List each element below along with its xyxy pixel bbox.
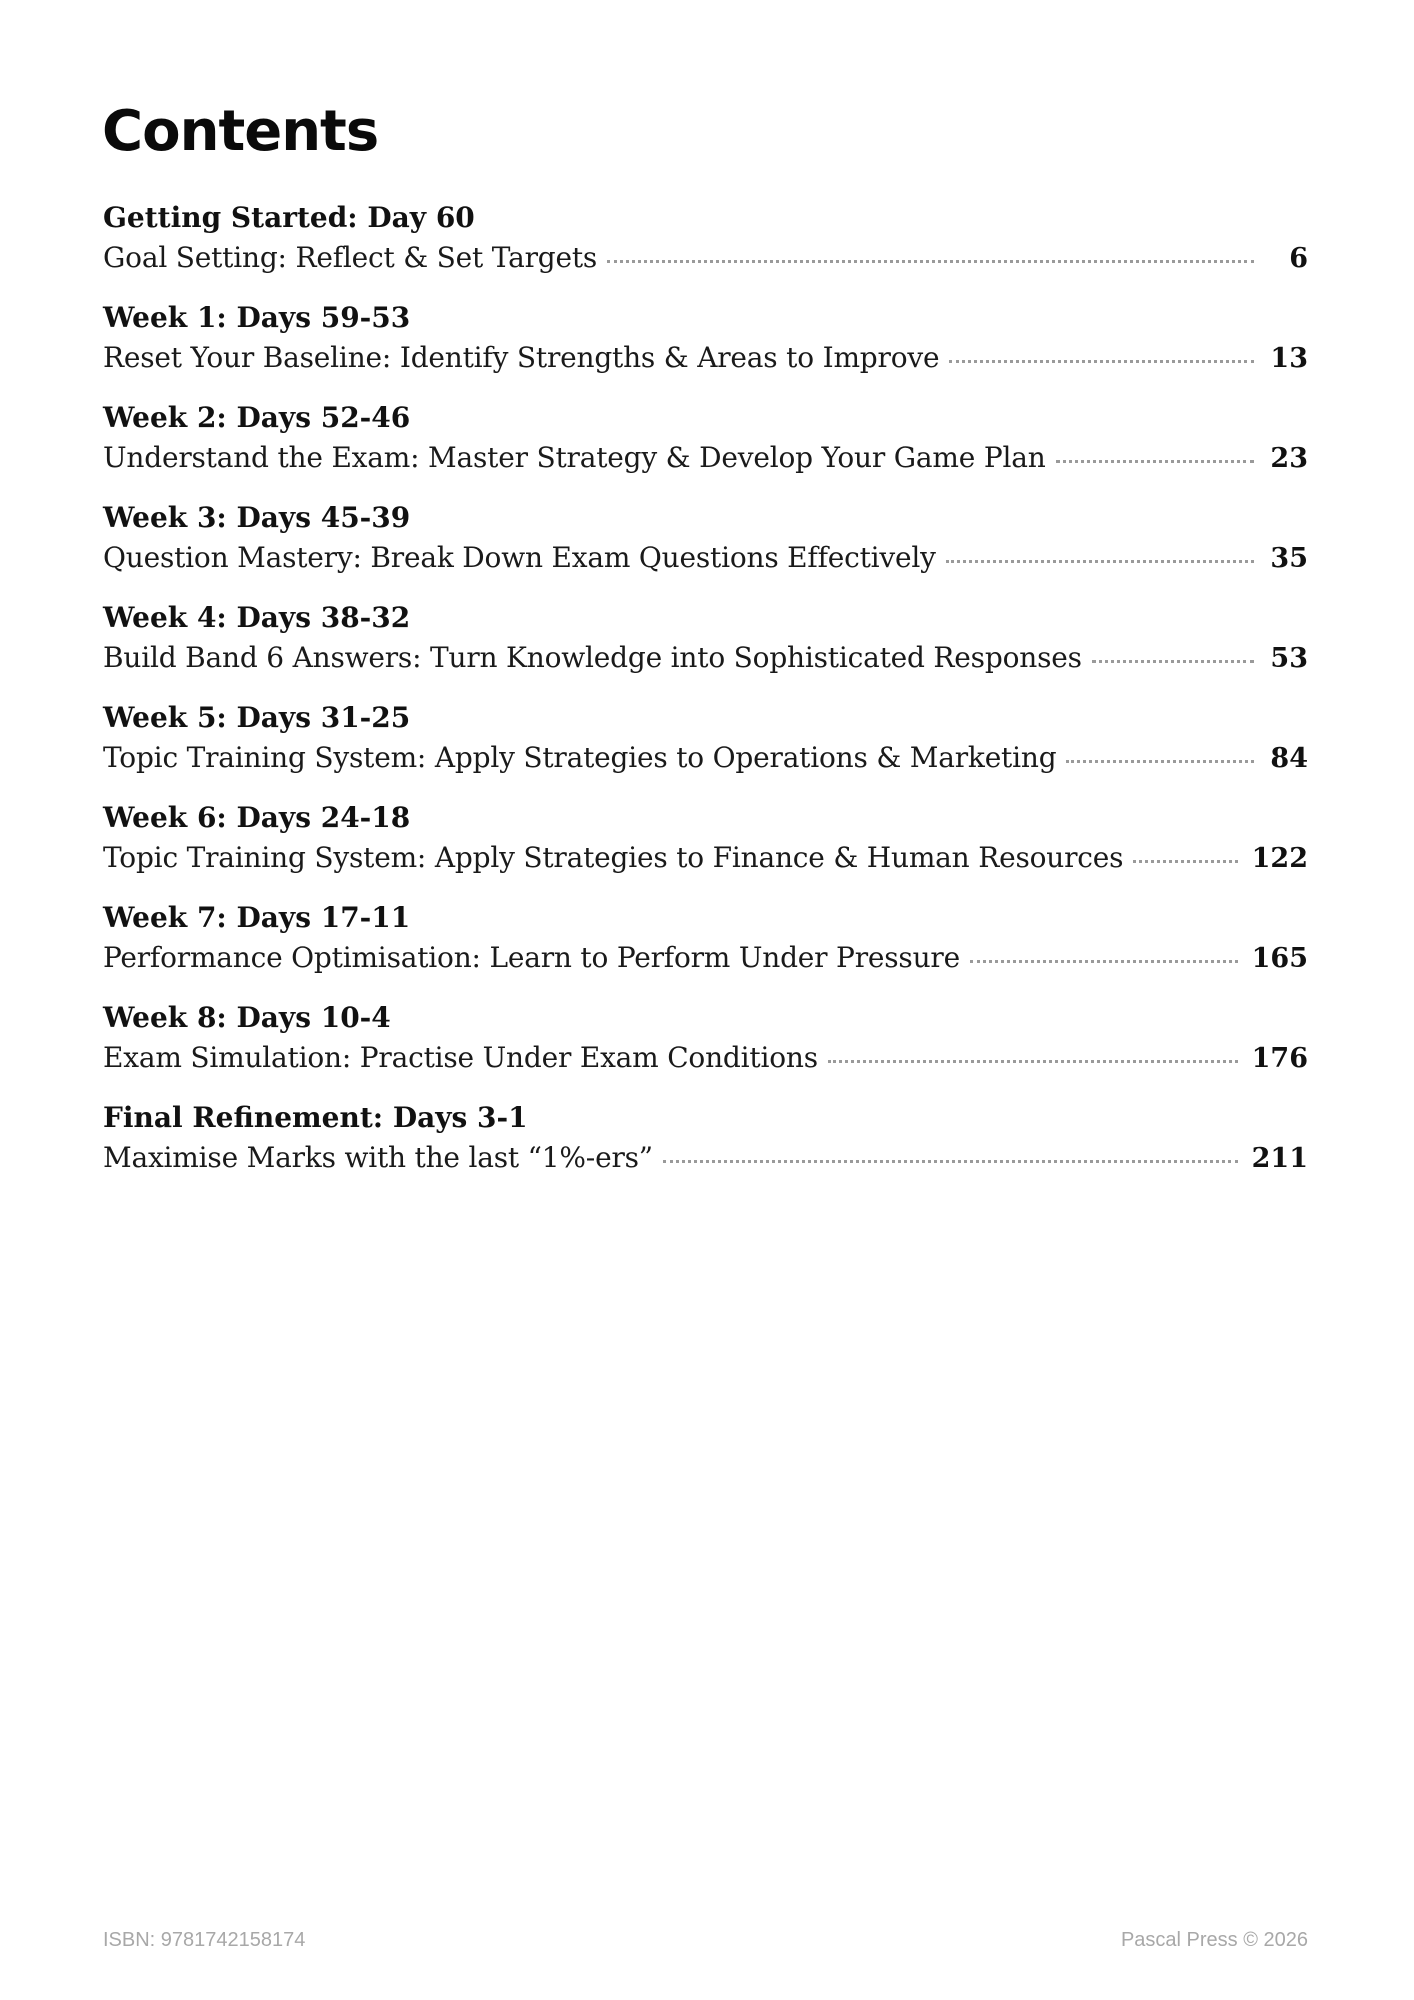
dot-leader (1133, 860, 1237, 863)
copyright-footer: Pascal Press © 2026 (1120, 1929, 1308, 1951)
toc-section (103, 198, 1308, 298)
section-heading: Final Refinement: Days 3-1 (103, 1101, 528, 1134)
dot-leader (663, 1160, 1238, 1163)
page-number: 84 (1270, 743, 1308, 774)
section-heading: Week 4: Days 38-32 (103, 601, 411, 634)
toc-entry[interactable] (103, 1038, 1308, 1078)
page-number: 35 (1270, 543, 1308, 574)
toc-entry[interactable] (103, 738, 1308, 778)
section-heading: Week 1: Days 59-53 (103, 301, 411, 334)
toc-section (103, 898, 1308, 998)
dot-leader (1056, 460, 1254, 463)
entry-title: Build Band 6 Answers: Turn Knowledge into Sophisticated Responses (103, 641, 1082, 674)
toc-section (103, 598, 1308, 698)
dot-leader (607, 260, 1254, 263)
page-title: Contents (102, 99, 379, 164)
section-heading: Week 3: Days 45-39 (103, 501, 411, 534)
entry-title: Question Mastery: Break Down Exam Questions Effectively (103, 541, 936, 574)
toc-section (103, 698, 1308, 798)
section-heading: Week 8: Days 10-4 (103, 1001, 391, 1034)
entry-title: Performance Optimisation: Learn to Perform Under Pressure (103, 941, 960, 974)
dot-leader (1092, 660, 1254, 663)
page-number: 13 (1270, 343, 1308, 374)
toc-section (103, 1098, 1308, 1198)
page-number: 23 (1270, 443, 1308, 474)
section-heading: Getting Started: Day 60 (103, 201, 475, 234)
page-number: 53 (1270, 643, 1308, 674)
dot-leader (828, 1060, 1238, 1063)
toc-section (103, 798, 1308, 898)
toc-entry[interactable] (103, 838, 1308, 878)
toc-section (103, 998, 1308, 1098)
section-heading: Week 2: Days 52-46 (103, 401, 411, 434)
entry-title: Exam Simulation: Practise Under Exam Conditions (103, 1041, 818, 1074)
toc-section (103, 398, 1308, 498)
toc-entry[interactable] (103, 938, 1308, 978)
toc-entry[interactable] (103, 238, 1308, 278)
page-number: 165 (1251, 943, 1308, 974)
section-heading: Week 5: Days 31-25 (103, 701, 411, 734)
isbn-footer: ISBN: 9781742158174 (103, 1929, 306, 1951)
page-number: 122 (1251, 843, 1308, 874)
page-number: 176 (1251, 1043, 1308, 1074)
entry-title: Understand the Exam: Master Strategy & Develop Your Game Plan (103, 441, 1046, 474)
section-heading: Week 6: Days 24-18 (103, 801, 411, 834)
toc-entry[interactable] (103, 438, 1308, 478)
toc-section (103, 498, 1308, 598)
entry-title: Reset Your Baseline: Identify Strengths & Areas to Improve (103, 341, 940, 374)
entry-title: Topic Training System: Apply Strategies to Operations & Marketing (103, 741, 1057, 774)
dot-leader (946, 560, 1254, 563)
entry-title: Topic Training System: Apply Strategies to Finance & Human Resources (103, 841, 1124, 874)
toc-entry[interactable] (103, 338, 1308, 378)
toc-section (103, 298, 1308, 398)
entry-title: Goal Setting: Reflect & Set Targets (103, 241, 598, 274)
toc-entry[interactable] (103, 1138, 1308, 1178)
section-heading: Week 7: Days 17-11 (103, 901, 411, 934)
table-of-contents (103, 198, 1308, 1198)
page-number: 6 (1289, 243, 1308, 274)
entry-title: Maximise Marks with the last “1%-ers” (103, 1141, 653, 1174)
dot-leader (949, 360, 1254, 363)
page-number: 211 (1251, 1143, 1308, 1174)
toc-entry[interactable] (103, 638, 1308, 678)
dot-leader (970, 960, 1238, 963)
toc-entry[interactable] (103, 538, 1308, 578)
dot-leader (1066, 760, 1254, 763)
